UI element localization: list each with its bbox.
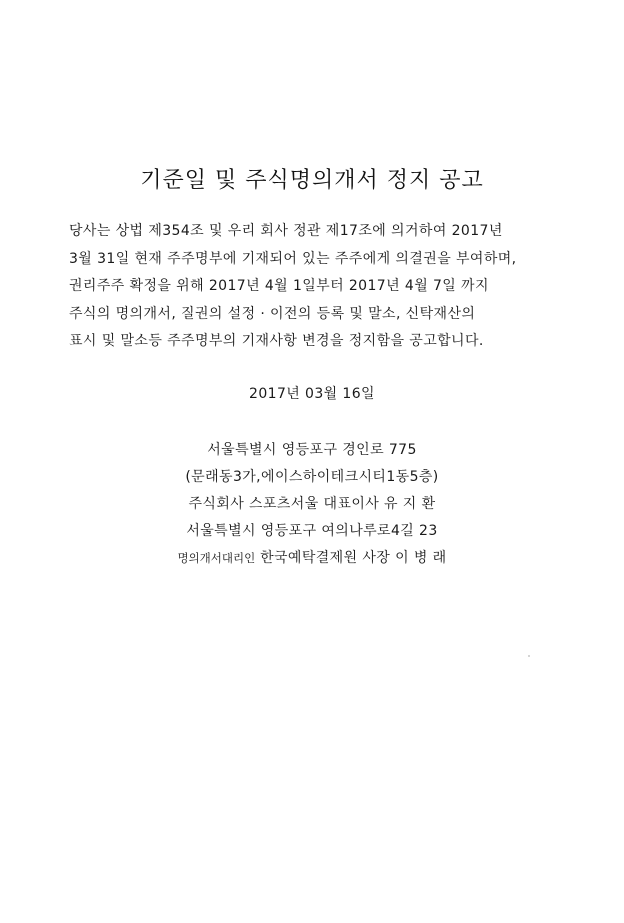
notice-body-line-1: 당사는 상법 제354조 및 우리 회사 정관 제17조에 의거하여 2017년	[69, 223, 503, 239]
notice-body-line-5: 표시 및 말소등 주주명부의 기재사항 변경을 정지함을 공고합니다.	[69, 333, 484, 349]
notice-title: 기준일 및 주식명의개서 정지 공고	[140, 168, 484, 193]
agent-label: 명의개서대리인	[177, 551, 256, 565]
scan-speck	[528, 655, 530, 657]
notice-body-line-4: 주식의 명의개서, 질권의 설정 · 이전의 등록 및 말소, 신탁재산의	[69, 305, 476, 322]
company-address: 서울특별시 영등포구 경인로 775	[207, 442, 417, 458]
agent-address: 서울특별시 영등포구 여의나루로4길 23	[186, 523, 438, 539]
notice-body	[69, 218, 569, 356]
company-representative: 주식회사 스포츠서울 대표이사 유 지 환	[188, 496, 436, 512]
agent-signature	[0, 547, 624, 567]
notice-body-line-3: 권리주주 확정을 위해 2017년 4월 1일부터 2017년 4월 7일 까지	[69, 278, 489, 294]
company-address-detail: (문래동3가,에이스하이테크시티1동5층)	[185, 469, 439, 485]
agent-name: 한국예탁결제원 사장 이 병 래	[260, 550, 447, 566]
notice-date: 2017년 03월 16일	[249, 386, 375, 402]
notice-body-line-2: 3월 31일 현재 주주명부에 기재되어 있는 주주에게 의결권을 부여하며,	[69, 250, 517, 267]
